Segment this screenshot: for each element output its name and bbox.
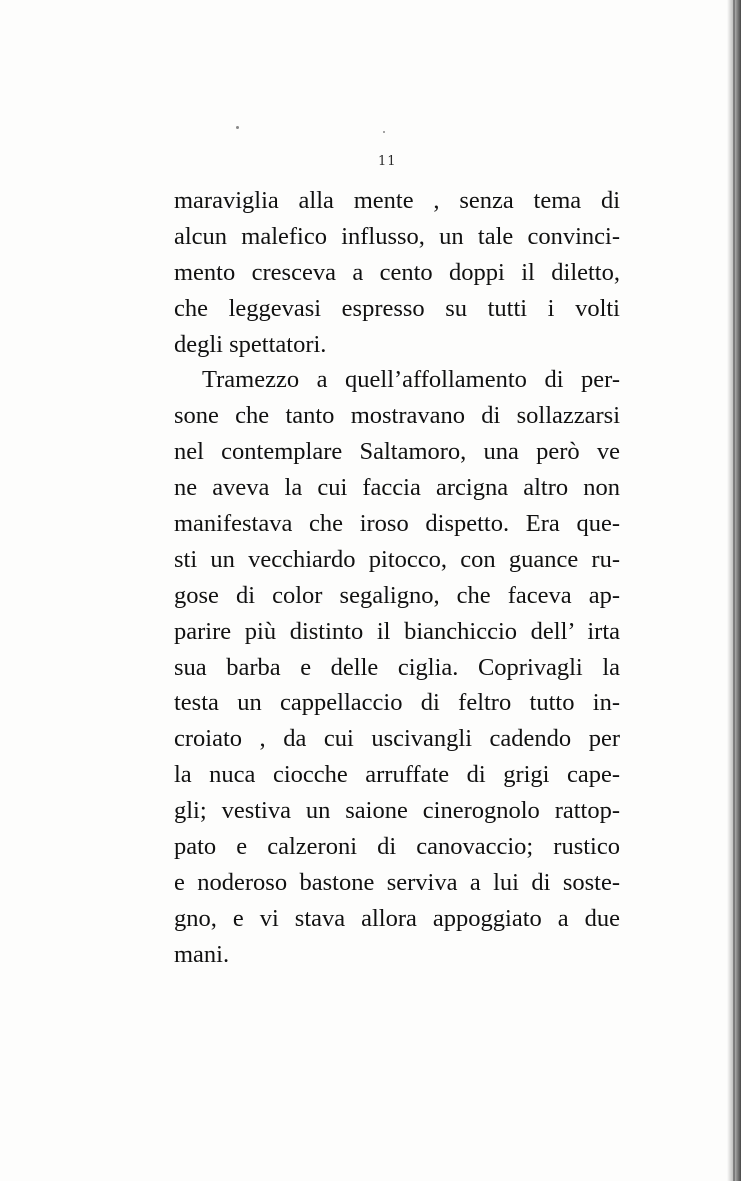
text-line: sone che tanto mostravano di sollazzarsi bbox=[174, 402, 620, 430]
text-line: manifestava che iroso dispetto. Era que- bbox=[174, 510, 620, 538]
text-line: parire più distinto il bianchiccio dell’ irta bbox=[174, 617, 620, 645]
text-line: mento cresceva a cento doppi il diletto, bbox=[174, 258, 620, 286]
text-line: che leggevasi espresso su tutti i volti bbox=[174, 294, 620, 322]
text-line: croiato , da cui uscivangli cadendo per bbox=[174, 725, 620, 753]
text-line: testa un cappellaccio di feltro tutto in- bbox=[174, 689, 620, 717]
text-line: ne aveva la cui faccia arcigna altro non bbox=[174, 474, 620, 502]
text-line: e noderoso bastone serviva a lui di soste- bbox=[174, 868, 620, 896]
text-line: nel contemplare Saltamoro, una però ve bbox=[174, 438, 620, 466]
page-number: 11 bbox=[378, 154, 397, 169]
text-line: degli spettatori. bbox=[174, 330, 327, 358]
text-line: gno, e vi stava allora appoggiato a due bbox=[174, 904, 620, 932]
text-line: alcun malefico influsso, un tale convinci- bbox=[174, 222, 620, 250]
paper-speck bbox=[383, 131, 385, 133]
text-line: gli; vestiva un saione cinerognolo rattop- bbox=[174, 797, 620, 825]
page-edge-line bbox=[733, 0, 735, 1181]
paper-speck bbox=[236, 126, 239, 129]
text-line: gose di color segaligno, che faceva ap- bbox=[174, 581, 620, 609]
text-line: pato e calzeroni di canovaccio; rustico bbox=[174, 833, 620, 861]
text-line: mani. bbox=[174, 940, 230, 968]
text-line: Tramezzo a quell’affollamento di per- bbox=[202, 366, 620, 394]
text-line: sti un vecchiardo pitocco, con guance ru- bbox=[174, 545, 620, 573]
body-text bbox=[174, 183, 620, 973]
text-line: maraviglia alla mente , senza tema di bbox=[174, 187, 620, 214]
text-line: sua barba e delle ciglia. Coprivagli la bbox=[174, 653, 620, 681]
text-line: la nuca ciocche arruffate di grigi cape- bbox=[174, 761, 620, 789]
